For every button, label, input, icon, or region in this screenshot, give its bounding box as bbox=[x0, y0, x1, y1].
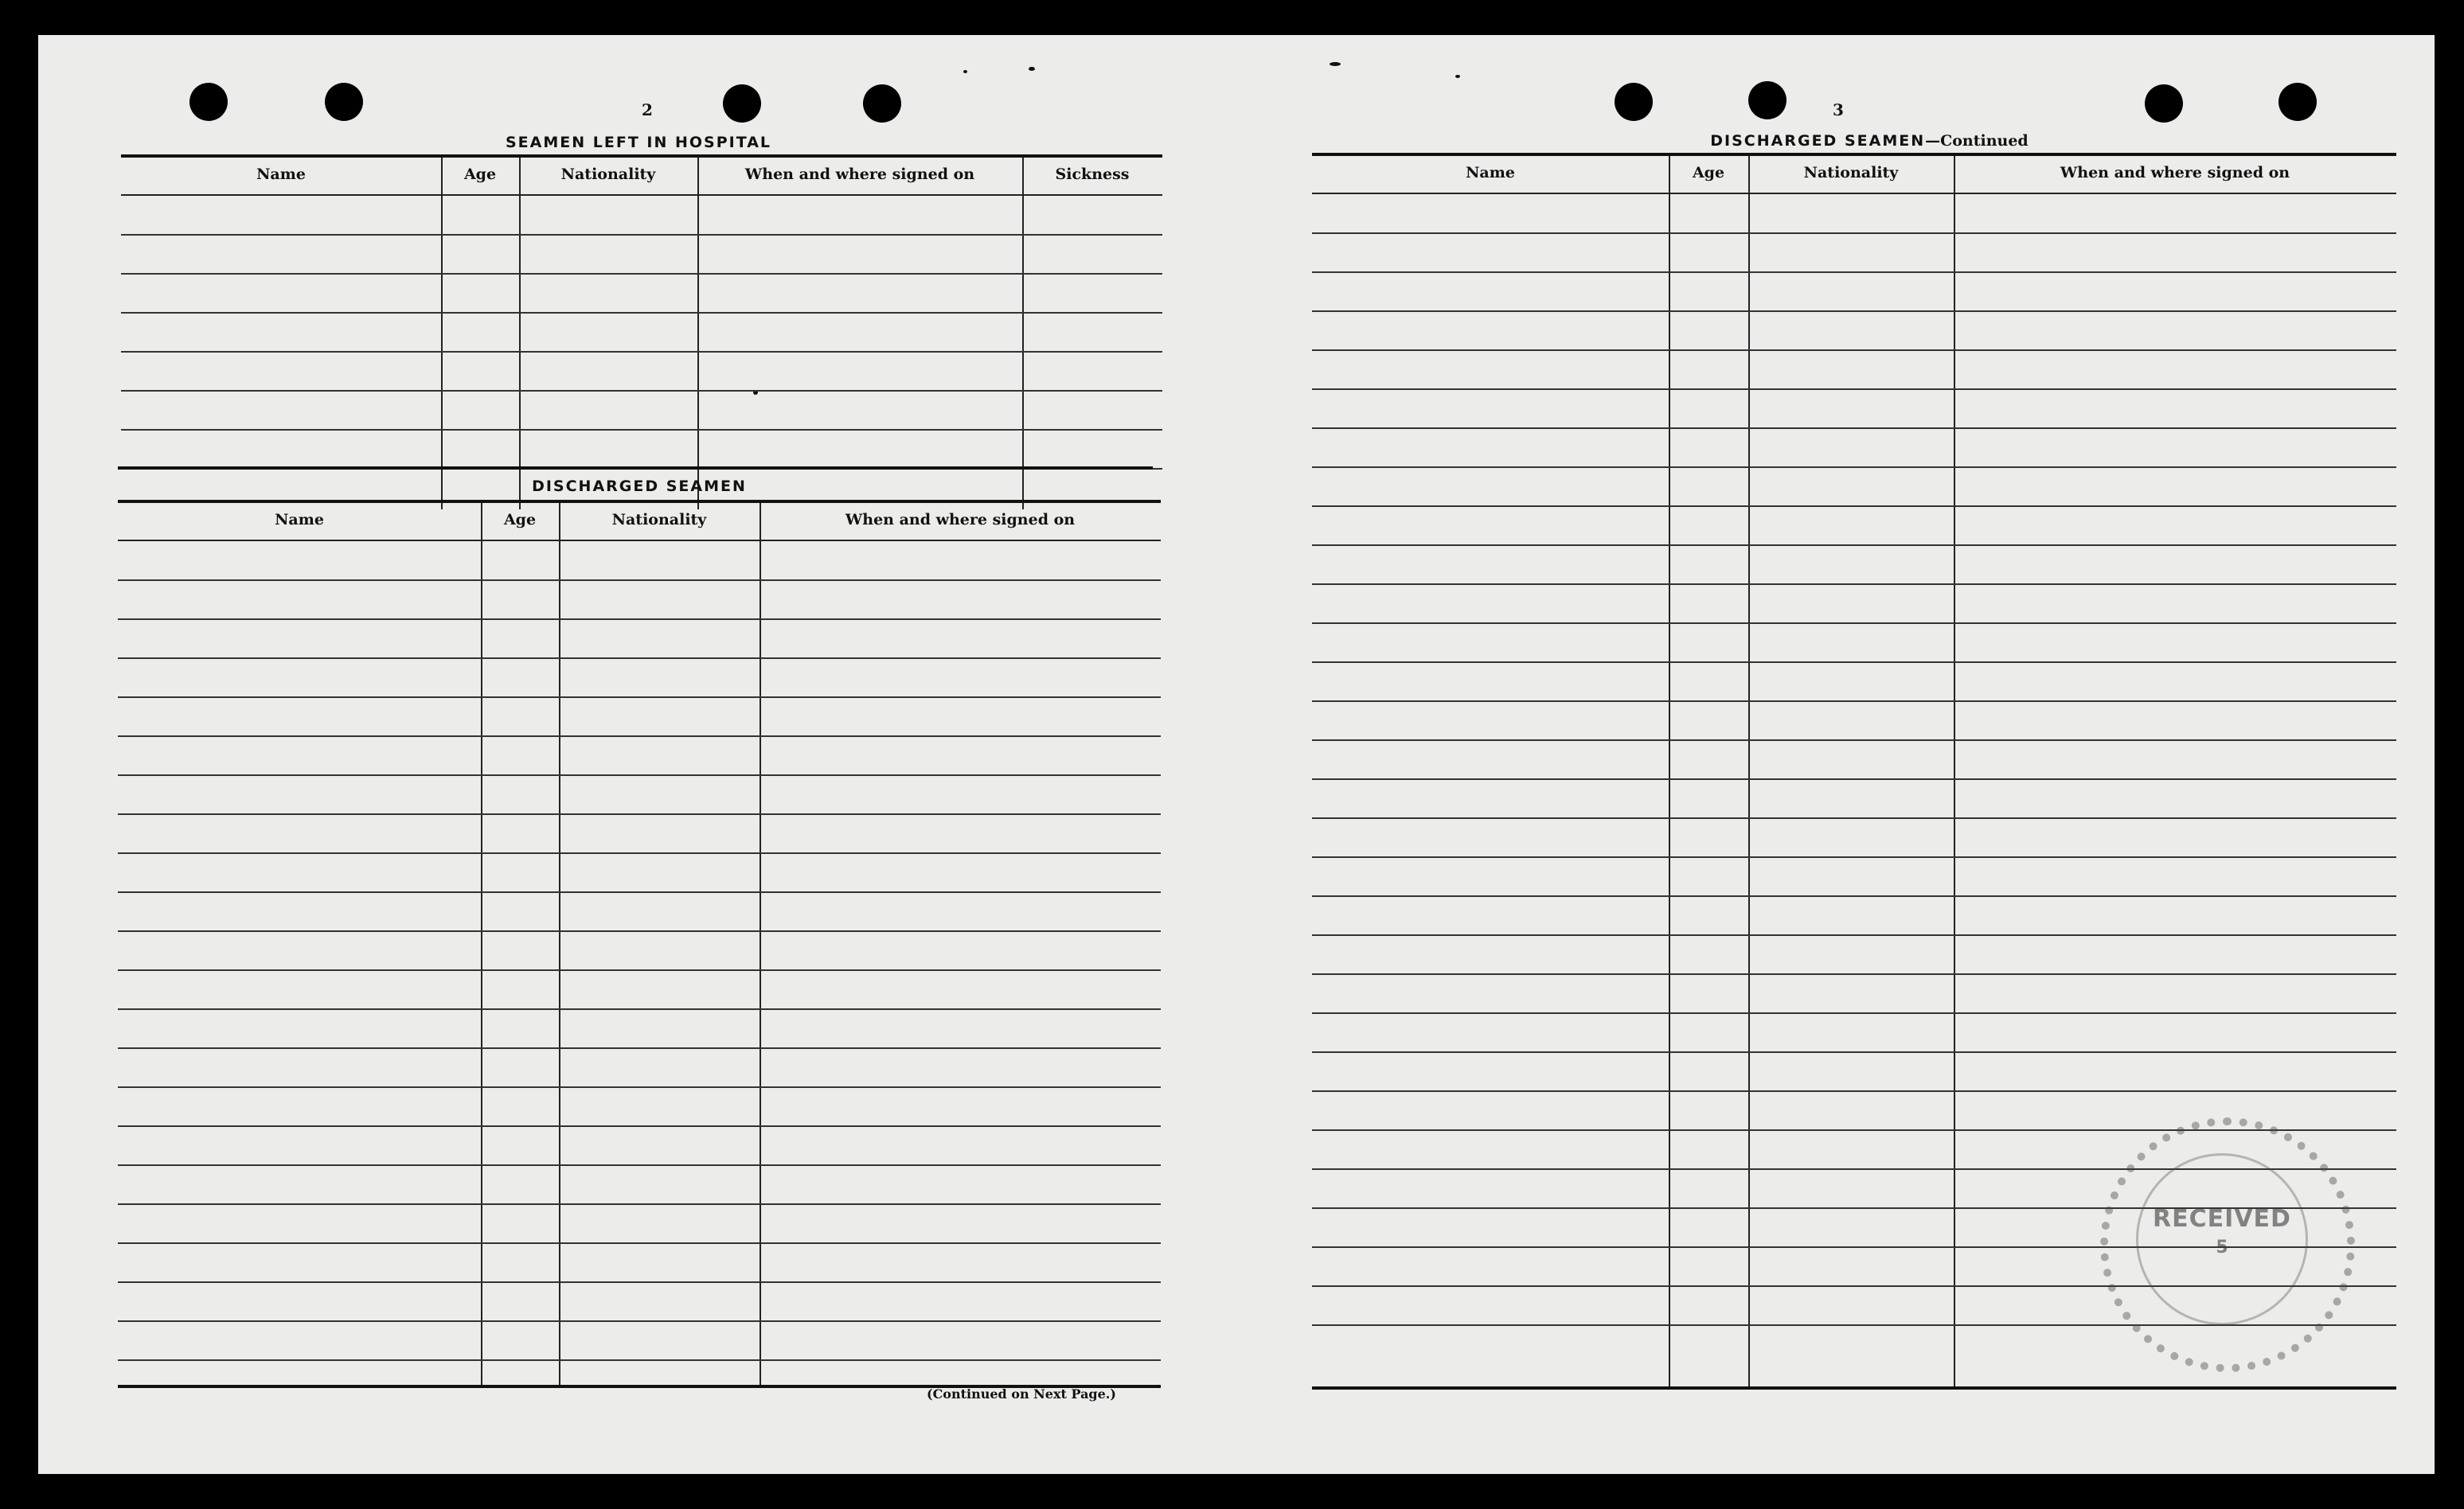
document-sheet bbox=[38, 35, 2435, 1474]
page-number-left: 2 bbox=[642, 100, 653, 119]
received-stamp-inner bbox=[2136, 1153, 2308, 1325]
column-divider bbox=[1022, 158, 1024, 509]
column-header-name: Name bbox=[256, 166, 306, 183]
row-line bbox=[118, 1047, 1161, 1049]
stamp-word: RECEIVED bbox=[2153, 1205, 2291, 1233]
row-line bbox=[1312, 271, 2396, 273]
row-line bbox=[118, 735, 1161, 737]
row-line bbox=[1312, 466, 2396, 468]
row-line bbox=[118, 774, 1161, 776]
section-title-suffix: —Continued bbox=[1925, 132, 2029, 150]
row-line bbox=[1312, 778, 2396, 780]
binder-hole bbox=[325, 83, 363, 121]
row-line bbox=[1312, 973, 2396, 975]
row-line bbox=[1312, 1051, 2396, 1053]
column-header-age: Age bbox=[463, 166, 497, 183]
row-line bbox=[118, 1125, 1161, 1127]
binder-hole bbox=[2145, 84, 2183, 123]
column-divider bbox=[697, 158, 699, 509]
row-line bbox=[118, 1320, 1161, 1322]
row-line bbox=[118, 1164, 1161, 1166]
row-line bbox=[121, 429, 1162, 431]
row-line bbox=[1312, 427, 2396, 429]
row-line bbox=[118, 1086, 1161, 1088]
row-line bbox=[121, 312, 1162, 314]
row-line bbox=[121, 273, 1162, 275]
row-line bbox=[118, 579, 1161, 581]
table-header bbox=[121, 158, 1162, 196]
row-line bbox=[118, 657, 1161, 659]
row-line bbox=[1312, 544, 2396, 546]
row-line bbox=[118, 930, 1161, 932]
speck bbox=[963, 70, 967, 73]
binder-hole bbox=[189, 83, 228, 121]
row-line bbox=[1312, 739, 2396, 741]
row-line bbox=[118, 1281, 1161, 1283]
binder-hole bbox=[1748, 81, 1786, 119]
received-stamp bbox=[2100, 1117, 2355, 1372]
row-line bbox=[1312, 310, 2396, 312]
discharged-table-left bbox=[118, 500, 1161, 1388]
row-line bbox=[118, 1242, 1161, 1244]
row-line bbox=[118, 969, 1161, 971]
continued-note: (Continued on Next Page.) bbox=[927, 1386, 1116, 1402]
row-line bbox=[1312, 817, 2396, 819]
column-divider bbox=[481, 503, 482, 1385]
section-title-discharged-continued bbox=[1312, 132, 2427, 150]
row-line bbox=[118, 696, 1161, 698]
binder-hole bbox=[1615, 83, 1653, 121]
binder-hole bbox=[2279, 83, 2317, 121]
column-header-sickness: Sickness bbox=[1055, 166, 1130, 183]
row-line bbox=[118, 813, 1161, 815]
speck bbox=[1330, 62, 1341, 66]
column-header-nationality: Nationality bbox=[611, 511, 707, 528]
row-line bbox=[1312, 349, 2396, 351]
table-header bbox=[1312, 156, 2396, 194]
hospital-table bbox=[121, 154, 1162, 509]
row-line bbox=[121, 351, 1162, 353]
column-divider bbox=[559, 503, 560, 1385]
row-line bbox=[1312, 583, 2396, 585]
column-divider bbox=[760, 503, 761, 1385]
row-line bbox=[1312, 388, 2396, 390]
column-divider bbox=[519, 158, 521, 509]
row-line bbox=[1312, 1090, 2396, 1092]
column-divider bbox=[1954, 156, 1955, 1386]
row-line bbox=[118, 618, 1161, 620]
column-divider bbox=[1748, 156, 1750, 1386]
row-line bbox=[1312, 661, 2396, 663]
column-header-age: Age bbox=[503, 511, 537, 528]
row-line bbox=[1312, 700, 2396, 702]
row-line bbox=[1312, 934, 2396, 936]
section-title-hospital: SEAMEN LEFT IN HOSPITAL bbox=[505, 134, 772, 151]
row-line bbox=[118, 1359, 1161, 1361]
row-line bbox=[1312, 895, 2396, 897]
column-header-when-where: When and where signed on bbox=[744, 166, 975, 183]
binder-hole bbox=[863, 84, 901, 123]
row-line bbox=[118, 1008, 1161, 1010]
speck bbox=[1455, 75, 1460, 78]
row-line bbox=[118, 1203, 1161, 1205]
row-line bbox=[1312, 232, 2396, 234]
column-divider bbox=[1669, 156, 1670, 1386]
row-line bbox=[1312, 505, 2396, 507]
section-title-text: DISCHARGED SEAMEN bbox=[1710, 132, 1926, 150]
row-line bbox=[118, 852, 1161, 854]
column-header-when-where: When and where signed on bbox=[845, 511, 1076, 528]
column-header-age: Age bbox=[1692, 164, 1725, 181]
column-header-nationality: Nationality bbox=[560, 166, 656, 183]
row-line bbox=[121, 390, 1162, 392]
column-header-nationality: Nationality bbox=[1803, 164, 1899, 181]
row-line bbox=[1312, 622, 2396, 624]
column-header-name: Name bbox=[1466, 164, 1515, 181]
row-line bbox=[121, 234, 1162, 236]
column-header-when-where: When and where signed on bbox=[2060, 164, 2290, 181]
binder-hole bbox=[723, 84, 761, 123]
row-line bbox=[118, 891, 1161, 893]
table-header bbox=[118, 503, 1161, 541]
page-number-right: 3 bbox=[1833, 100, 1844, 119]
column-header-name: Name bbox=[275, 511, 324, 528]
row-line bbox=[1312, 1012, 2396, 1014]
section-title-discharged: DISCHARGED SEAMEN bbox=[532, 478, 747, 495]
speck bbox=[1029, 67, 1035, 71]
section-divider-rule bbox=[118, 466, 1153, 470]
row-line bbox=[1312, 856, 2396, 858]
stamp-date: 5 bbox=[2216, 1238, 2228, 1258]
column-divider bbox=[441, 158, 443, 509]
